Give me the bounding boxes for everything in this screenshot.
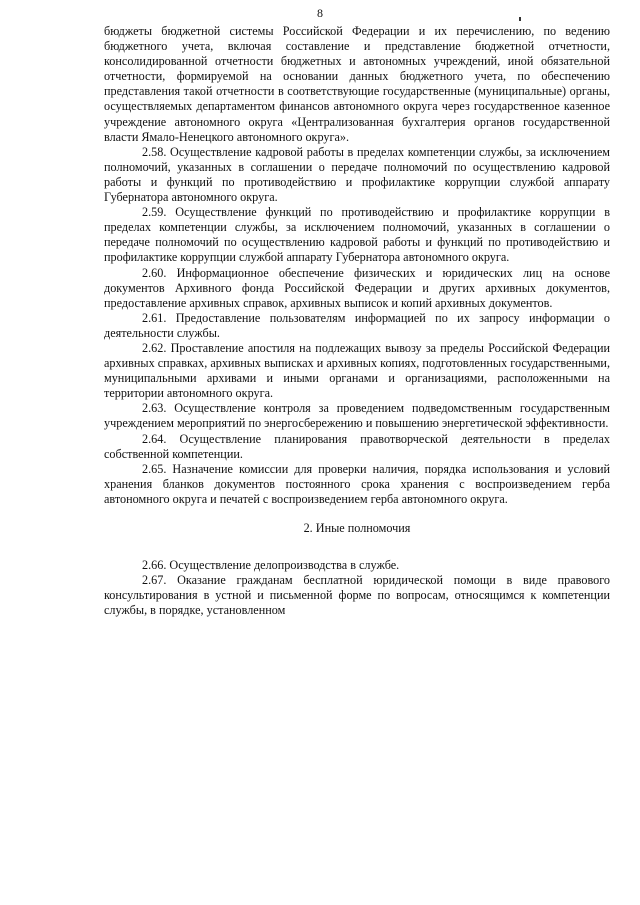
paragraph-2-63: 2.63. Осуществление контроля за проведением подведомственным государственным учреждением мероприятий по энергосбережению и повышению энергетической эффективности.	[104, 401, 610, 431]
section-heading: 2. Иные полномочия	[303, 521, 411, 535]
paragraph-2-60: 2.60. Информационное обеспечение физических и юридических лиц на основе документов Архивного фонда Российской Федерации и других архивных документов, предоставление архивных справок, архивных выписок и копий архивных документов.	[104, 265, 610, 310]
paragraph-2-59: 2.59. Осуществление функций по противодействию и профилактике коррупции в пределах компетенции службы, за исключением полномочий, указанных в соглашении о передаче полномочий по осуществлению кадровой работы и функций по противодействию и профилактике коррупции службой аппарату Губернатора автономного округа.	[104, 205, 610, 265]
intro-paragraph: бюджеты бюджетной системы Российской Федерации и их перечислению, по ведению бюджетного учета, включая составление и представление бюджетной отчетности, консолидированной отчетности бюджетных и автономных учреждений, иной обязательной отчетности, формируемой на основании данных бюджетного учета, по обеспечению представления такой отчетности в соответствующие государственные (муниципальные) органы, осуществляемых департаментом финансов автономного округа через государственное казенное учреждение автономного округа «Централизованная бухгалтерия органов государственной власти Ямало-Ненецкого автономного округа».	[104, 24, 610, 144]
scan-speck	[519, 17, 521, 21]
document-body	[104, 24, 610, 618]
paragraph-2-67: 2.67. Оказание гражданам бесплатной юридической помощи в виде правового консультирования в устной и письменной форме по вопросам, относящимся к компетенции службы, в порядке, установленном	[104, 573, 610, 618]
paragraph-2-65: 2.65. Назначение комиссии для проверки наличия, порядка использования и условий хранения бланков документов постоянного срока хранения с воспроизведением герба автономного округа и печатей с воспроизведением герба автономного округа.	[104, 461, 610, 506]
paragraph-2-61: 2.61. Предоставление пользователям информацией по их запросу информации о деятельности службы.	[104, 310, 610, 340]
paragraph-2-64: 2.64. Осуществление планирования правотворческой деятельности в пределах собственной компетенции.	[104, 431, 610, 461]
paragraph-2-58: 2.58. Осуществление кадровой работы в пределах компетенции службы, за исключением полномочий, указанных в соглашении о передаче полномочий по осуществлению кадровой работы и функций по противодействию и профилактике коррупции службой аппарату Губернатора автономного округа.	[104, 144, 610, 205]
paragraph-2-66: 2.66. Осуществление делопроизводства в службе.	[142, 558, 400, 573]
paragraph-2-62: 2.62. Проставление апостиля на подлежащих вывозу за пределы Российской Федерации архивных справках, архивных выписках и архивных копиях, подготовленных государственными, муниципальными архивами и иными органами и организациями, расположенными на территории автономного округа.	[104, 340, 610, 401]
page-number: 8	[317, 6, 323, 20]
